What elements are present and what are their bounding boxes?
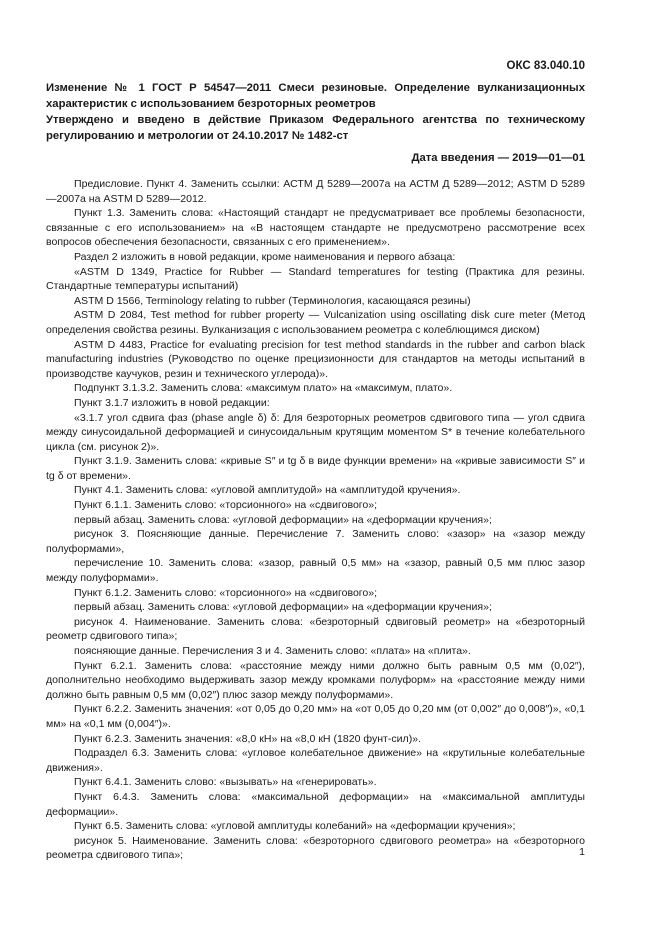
paragraph: ASTM D 2084, Test method for rubber property — Vulcanization using oscillating disk cure meter (Метод определения свойства резины. Вулканизация с использованием реометра с колеблющимся диском) <box>46 309 585 336</box>
paragraph: Пункт 6.4.1. Заменить слово: «вызывать» на «генерировать». <box>74 776 377 789</box>
paragraph: «3.1.7 угол сдвига фаз (phase angle δ) δ: Для безроторных реометров сдвигового типа — угол сдвига между синусоидальной деформацией и синусоидальным крутящим моментом S* в течение колебательного цикла (см. рисунок 2)». <box>46 411 585 453</box>
paragraph: рисунок 5. Наименование. Заменить слова: «безроторного сдвигового реометра» на «безроторного реометра сдвигового типа»; <box>46 834 585 862</box>
paragraph: перечисление 10. Заменить слова: «зазор, равный 0,5 мм» на «зазор, равный 0,5 мм плюс зазор между полуформами». <box>46 557 585 585</box>
paragraph: Пункт 3.1.9. Заменить слова: «кривые S″ и tg δ в виде функции времени» на «кривые зависимости S″ и tg δ от времени». <box>46 455 585 482</box>
page-number: 1 <box>579 846 585 858</box>
paragraph: Подраздел 6.3. Заменить слова: «угловое колебательное движение» на «крутильные колебательные движения». <box>46 747 585 774</box>
paragraph: Подпункт 3.1.3.2. Заменить слова: «максимум плато» на «максимум, плато». <box>74 382 453 395</box>
paragraph: Пункт 6.2.1. Заменить слова: «расстояние между ними должно быть равным 0,5 мм (0,02″), дополнительно необходимо выдерживать зазор между кромками полуформ» на «расстояние между ними должно быть равным 0,5 мм (0,02″) плюс зазор между полуформами». <box>46 659 585 701</box>
paragraph: Пункт 3.1.7 изложить в новой редакции: <box>74 396 270 409</box>
paragraph: Пункт 6.2.2. Заменить значения: «от 0,05 до 0,20 мм» на «от 0,05 до 0,20 мм (от 0,002″ до 0,008″)», «0,1 мм» на «0,1 мм (0,004″)». <box>46 703 585 730</box>
paragraph: рисунок 4. Наименование. Заменить слова: «безроторный сдвиговый реометр» на «безроторный реометр сдвигового типа»; <box>46 615 585 643</box>
paragraph: первый абзац. Заменить слова: «угловой деформации» на «деформации кручения»; <box>74 601 492 614</box>
paragraph: «ASTM D 1349, Practice for Rubber — Standard temperatures for testing (Практика для резины. Стандартные температуры испытаний) <box>46 265 585 293</box>
paragraph: ASTM D 4483, Practice for evaluating precision for test method standards in the rubber and carbon black manufacturing industries (Руководство по оценке прецизионности для стандартов на методы испытаний в производстве каучуков, резин и технического углерода)». <box>46 338 585 380</box>
paragraph: поясняющие данные. Перечисления 3 и 4. Заменить слово: «плата» на «плита». <box>74 645 471 657</box>
paragraph: Пункт 6.1.1. Заменить слово: «торсионного» на «сдвигового»; <box>74 499 378 512</box>
paragraph: Пункт 6.2.3. Заменить значения: «8,0 кН» на «8,0 кН (1820 фунт-сил)». <box>74 732 422 745</box>
paragraph: Пункт 1.3. Заменить слова: «Настоящий стандарт не предусматривает все проблемы безопасности, связанные с его использованием» на «В настоящем стандарте не предусмотрено рассмотрение всех вопросов обеспечения безопасности, связанных с его применением». <box>46 207 585 249</box>
paragraph: Пункт 6.1.2. Заменить слово: «торсионного» на «сдвигового»; <box>74 586 378 599</box>
paragraph: рисунок 3. Поясняющие данные. Перечисление 7. Заменить слово: «зазор» на «зазор между полуформами», <box>46 528 585 555</box>
approval-note: Утверждено и введено в действие Приказом Федерального агентства по техническому регулированию и метрологии от 24.10.2017 № 1482-ст <box>46 114 585 142</box>
paragraph: Пункт 6.4.3. Заменить слова: «максимальной деформации» на «максимальной амплитуды деформации». <box>46 790 585 818</box>
paragraph: Предисловие. Пункт 4. Заменить ссылки: АСТМ Д 5289—2007а на АСТМ Д 5289—2012; ASTM D 5289—2007a на ASTM D 5289—2012. <box>46 178 585 205</box>
document-body <box>46 177 585 863</box>
classification-code: ОКС 83.040.10 <box>506 60 585 72</box>
paragraph: Раздел 2 изложить в новой редакции, кроме наименования и первого абзаца: <box>74 250 456 263</box>
effective-date: Дата введения — 2019—01—01 <box>411 152 585 164</box>
paragraph: первый абзац. Заменить слова: «угловой деформации» на «деформации кручения»; <box>74 513 492 526</box>
paragraph: Пункт 6.5. Заменить слова: «угловой амплитуды колебаний» на «деформации кручения»; <box>74 820 516 833</box>
paragraph: ASTM D 1566, Terminology relating to rubber (Терминология, касающаяся резины) <box>74 294 471 307</box>
document-title: Изменение № 1 ГОСТ Р 54547—2011 Смеси резиновые. Определение вулканизационных характеристик с использованием безроторных реометров <box>46 82 585 110</box>
paragraph: Пункт 4.1. Заменить слова: «угловой амплитудой» на «амплитудой кручения». <box>74 484 461 497</box>
